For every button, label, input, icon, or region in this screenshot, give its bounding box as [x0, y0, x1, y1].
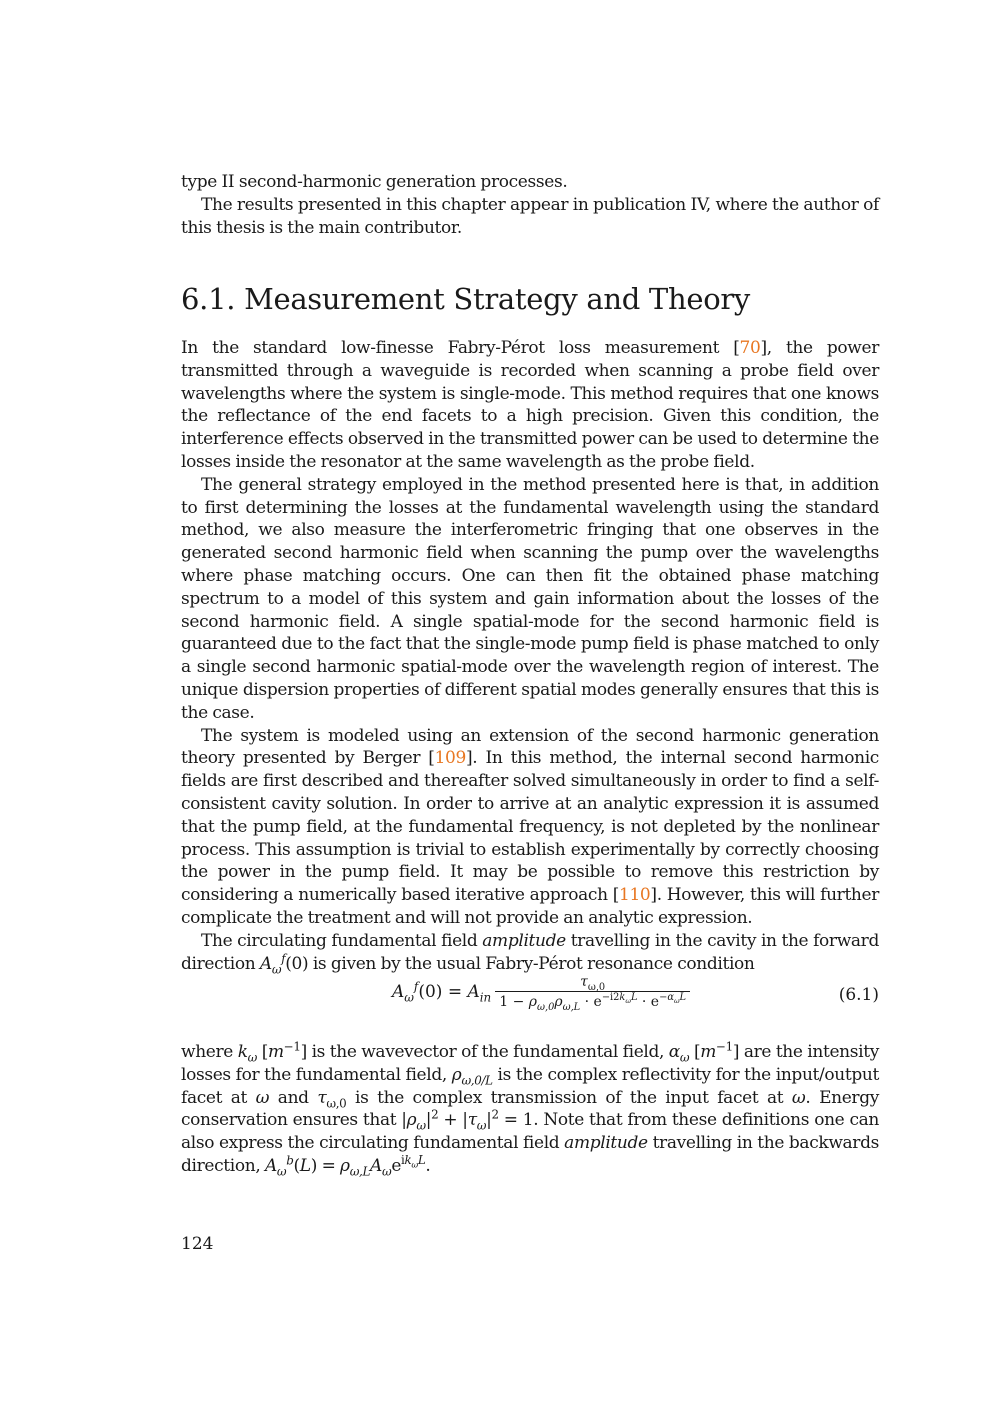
- equation-6-1: [181, 974, 879, 1020]
- equation-number: (6.1): [838, 985, 879, 1005]
- definitions-block: [181, 1041, 879, 1178]
- paragraph-2: The general strategy employed in the method presented here is that, in addition to first determining the losses at the fundamental wavelength using the standard method, we also measure the interferometric fringing that one observes in the generated second harmonic field when scanning the pump over the wavelengths where phase matching occurs. One can then fit the obtained phase matching spectrum to a model of this system and gain information about the losses of the second harmonic field. A single spatial-mode for the second harmonic field is guaranteed due to the fact that the single-mode pump field is phase matched to only a single second harmonic spatial-mode over the wavelength region of interest. The unique dispersion properties of different spatial modes generally ensures that this is the case.: [181, 474, 879, 723]
- citation-link[interactable]: 70: [739, 338, 761, 358]
- section-number: 6.1.: [181, 282, 236, 316]
- math-inline: $A_\omega^f(0)$: [259, 950, 309, 976]
- paragraph-1: In the standard low-finesse Fabry-Pérot loss measurement [70], the power transmitted through a waveguide is recorded when scanning a probe field over wavelengths where the system is single-mode. This method requires that one knows the reflectance of the end facets to a high precision. Given this condition, the interference effects observed in the transmitted power can be used to determine the losses inside the resonator at the same wavelength as the probe field.: [181, 338, 879, 472]
- equation-body: $A_\omega^f(0) = A_{in}$ $\frac{\tau_{\omega,0}}{1 - \rho_{\omega,0}\rho_{\omega,L} \cdot e^{-i2k_\omega L} \cdot e^{-\alpha_\omega L}}$: [361, 974, 721, 1010]
- section-title: Measurement Strategy and Theory: [244, 282, 750, 316]
- citation-link[interactable]: 110: [619, 885, 651, 906]
- equation-fraction: $\frac{\tau_{\omega,0}}{1 - \rho_{\omega,0}\rho_{\omega,L} \cdot e^{-i2k_\omega L} \cdot e^{-\alpha_\omega L}}$: [495, 974, 690, 1010]
- page-number: 124: [181, 1234, 214, 1254]
- paragraph-5: where $k_\omega$ $[m^{-1}]$ is the wavevector of the fundamental field, $\alpha_\omega$ $[m^{-1}]$ are the intensity losses for the fundamental field, $\rho_{\omega,0/L}$ is the complex reflectivity for the input/output facet at ω and $\tau_{\omega,0}$ is the complex transmission of the input facet at ω. Energy conservation ensures that $|\rho_\omega|^2 + |\tau_\omega|^2 = 1$. Note that from these definitions one can also express the circulating fundamental field amplitude travelling in the backwards direction, $A_\omega^b(L) = \rho_{\omega,L}A_\omega e^{ik_\omega L}$.: [181, 1039, 879, 1179]
- emphasis: amplitude: [564, 1133, 648, 1154]
- citation-link[interactable]: 109: [434, 748, 466, 769]
- intro-line: type II second-harmonic generation processes.: [181, 172, 568, 192]
- section-heading: [181, 282, 750, 316]
- paragraph-4: The circulating fundamental field amplitude travelling in the cavity in the forward direction $A_\omega^f(0)$ is given by the usual Fabry-Pérot resonance condition: [181, 930, 879, 976]
- intro-block: [181, 171, 879, 239]
- emphasis: amplitude: [482, 930, 566, 951]
- body-block: [181, 337, 879, 975]
- intro-paragraph: The results presented in this chapter appear in publication IV, where the author of this thesis is the main contributor.: [181, 194, 879, 238]
- paragraph-3: The system is modeled using an extension of the second harmonic generation theory presented by Berger [109]. In this method, the internal second harmonic fields are first described and thereafter solved simultaneously in order to find a self-consistent cavity solution. In order to arrive at an analytic expression it is assumed that the pump field, at the fundamental frequency, is not depleted by the nonlinear process. This assumption is trivial to establish experimentally by correctly choosing the power in the pump field. It may be possible to remove this restriction by considering a numerically based iterative approach [110]. However, this will further complicate the treatment and will not provide an analytic expression.: [181, 725, 880, 928]
